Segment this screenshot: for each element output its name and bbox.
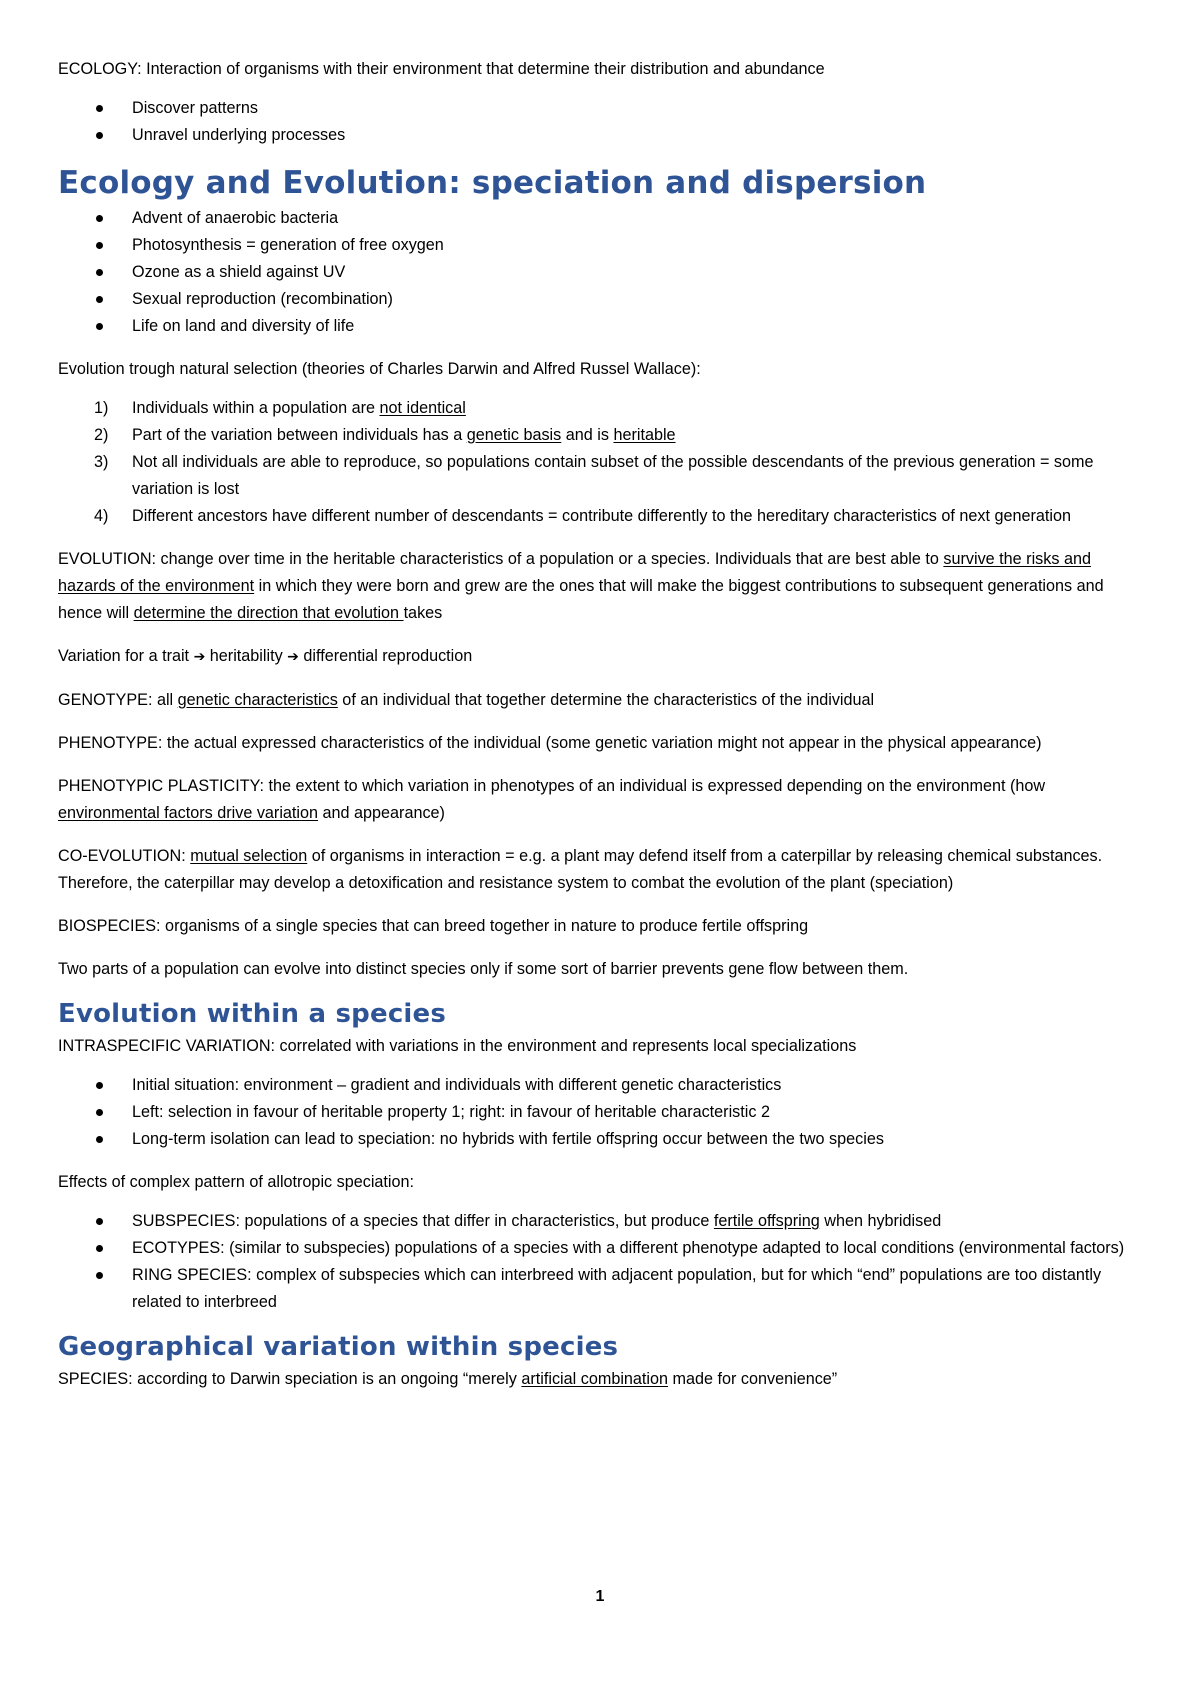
list-item: Life on land and diversity of life bbox=[58, 313, 1148, 340]
list-item: Advent of anaerobic bacteria bbox=[58, 205, 1148, 232]
intraspecific-variation-definition: INTRASPECIFIC VARIATION: correlated with variations in the environment and represents local specializations bbox=[58, 1037, 857, 1055]
section-heading-geographical-variation: Geographical variation within species bbox=[58, 1332, 619, 1362]
ecology-bullet-list bbox=[58, 95, 1148, 149]
evolution-history-list bbox=[58, 205, 1148, 340]
list-item: Unravel underlying processes bbox=[58, 122, 1148, 149]
biospecies-definition: BIOSPECIES: organisms of a single species that can breed together in nature to produce fertile offspring bbox=[58, 917, 809, 935]
variation-chain: Variation for a trait ➔ heritability ➔ differential reproduction bbox=[58, 647, 473, 665]
list-item: Sexual reproduction (recombination) bbox=[58, 286, 1148, 313]
document-page bbox=[58, 56, 1148, 1393]
evolution-definition: EVOLUTION: change over time in the heritable characteristics of a population or a species. Individuals that are best able to survive the risks and hazards of the environment in which they were born and grew are the ones that will make the biggest contributions to subsequent generations and hence will determine the direction that evolution takes bbox=[58, 550, 1104, 622]
list-item: Long-term isolation can lead to speciation: no hybrids with fertile offspring occur between the two species bbox=[58, 1126, 1148, 1153]
list-item: SUBSPECIES: populations of a species that differ in characteristics, but produce fertile offspring when hybridised bbox=[58, 1208, 1148, 1235]
list-item: Discover patterns bbox=[58, 95, 1148, 122]
numbered-item: 3) Not all individuals are able to reproduce, so populations contain subset of the possible descendants of the previous generation = some variation is lost bbox=[94, 453, 1094, 498]
ecology-definition: ECOLOGY: Interaction of organisms with their environment that determine their distribution and abundance bbox=[58, 60, 825, 78]
co-evolution-definition: CO-EVOLUTION: mutual selection of organisms in interaction = e.g. a plant may defend itself from a caterpillar by releasing chemical substances. Therefore, the caterpillar may develop a detoxification and resistance system to combat the evolution of the plant (speciation) bbox=[58, 847, 1103, 892]
numbered-item: 4) Different ancestors have different number of descendants = contribute differently to the hereditary characteristics of next generation bbox=[94, 507, 1071, 525]
arrow-right-icon: ➔ bbox=[193, 649, 206, 665]
phenotype-definition: PHENOTYPE: the actual expressed characteristics of the individual (some genetic variation might not appear in the physical appearance) bbox=[58, 734, 1042, 752]
list-item: Left: selection in favour of heritable property 1; right: in favour of heritable characteristic 2 bbox=[58, 1099, 1148, 1126]
list-item: ECOTYPES: (similar to subspecies) populations of a species with a different phenotype adapted to local conditions (environmental factors) bbox=[58, 1235, 1148, 1262]
list-item: Photosynthesis = generation of free oxygen bbox=[58, 232, 1148, 259]
section-heading-ecology-evolution: Ecology and Evolution: speciation and dispersion bbox=[58, 165, 927, 201]
speciation-effects-list bbox=[58, 1208, 1148, 1316]
natural-selection-list bbox=[58, 395, 1148, 530]
page-number: 1 bbox=[595, 1588, 605, 1605]
list-item: Ozone as a shield against UV bbox=[58, 259, 1148, 286]
barrier-statement: Two parts of a population can evolve into distinct species only if some sort of barrier prevents gene flow between them. bbox=[58, 960, 909, 978]
genotype-definition: GENOTYPE: all genetic characteristics of an individual that together determine the characteristics of the individual bbox=[58, 691, 875, 709]
phenotypic-plasticity-definition: PHENOTYPIC PLASTICITY: the extent to which variation in phenotypes of an individual is expressed depending on the environment (how environmental factors drive variation and appearance) bbox=[58, 777, 1046, 822]
natural-selection-intro: Evolution trough natural selection (theories of Charles Darwin and Alfred Russel Wallace): bbox=[58, 360, 701, 378]
section-heading-evolution-within-species: Evolution within a species bbox=[58, 999, 447, 1029]
intraspecific-bullet-list bbox=[58, 1072, 1148, 1153]
list-item: Initial situation: environment – gradient and individuals with different genetic characteristics bbox=[58, 1072, 1148, 1099]
species-definition: SPECIES: according to Darwin speciation is an ongoing “merely artificial combination made for convenience” bbox=[58, 1370, 838, 1388]
allotropic-speciation-intro: Effects of complex pattern of allotropic speciation: bbox=[58, 1173, 415, 1191]
list-item: RING SPECIES: complex of subspecies which can interbreed with adjacent population, but for which “end” populations are too distantly related to interbreed bbox=[58, 1262, 1148, 1316]
arrow-right-icon: ➔ bbox=[287, 649, 299, 665]
numbered-item: 2) Part of the variation between individuals has a genetic basis and is heritable bbox=[94, 426, 676, 444]
numbered-item: 1) Individuals within a population are not identical bbox=[94, 399, 466, 417]
